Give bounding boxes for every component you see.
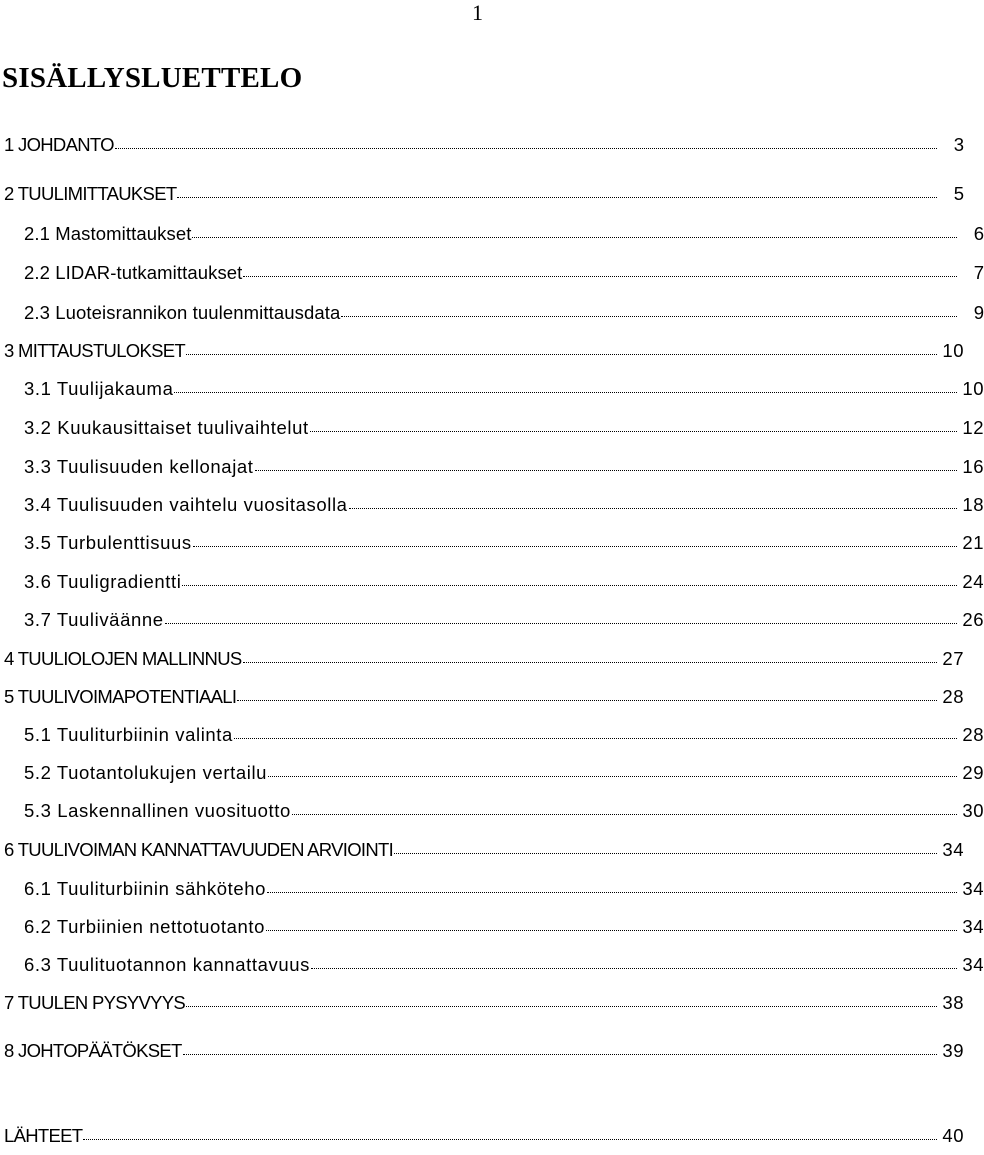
toc-entry-label: 3.5 Turbulenttisuus (24, 532, 192, 553)
dot-leader (177, 197, 937, 198)
toc-entry-johdanto[interactable] (0, 134, 964, 164)
toc-entry-mastomittaukset[interactable] (0, 223, 984, 253)
dot-leader (192, 237, 957, 238)
dot-leader (183, 1054, 937, 1055)
dot-leader (243, 662, 938, 663)
toc-entry-page: 40 (942, 1125, 964, 1146)
toc-entry-page: 6 (973, 223, 984, 244)
toc-entry-label: 6.2 Turbiinien nettotuotanto (24, 916, 266, 937)
toc-entry-johtopaatokset[interactable] (0, 1040, 964, 1070)
toc-entry-page: 28 (962, 724, 984, 745)
dot-leader (266, 930, 957, 931)
dot-leader (83, 1139, 937, 1140)
toc-entry-label: 3.3 Tuulisuuden kellonajat (24, 456, 254, 477)
toc-entry-lidar-tutkamittaukset[interactable] (0, 262, 984, 292)
toc-entry-label: 2.2 LIDAR-tutkamittaukset (24, 262, 243, 283)
toc-entry-label: 4 TUULIOLOJEN MALLINNUS (4, 648, 242, 669)
toc-entry-label: 1 JOHDANTO (4, 134, 114, 155)
toc-entry-kannattavuuden-arviointi[interactable] (0, 839, 964, 869)
toc-entry-tuulisuuden-vaihtelu[interactable] (0, 494, 984, 524)
toc-entry-label: 5.3 Laskennallinen vuosituotto (24, 800, 291, 821)
dot-leader (310, 431, 957, 432)
toc-entry-label: 3.4 Tuulisuuden vaihtelu vuositasolla (24, 494, 348, 515)
toc-entry-tuuliturbiinin-sahkoteho[interactable] (0, 878, 984, 908)
toc-entry-tuuliolojen-mallinnus[interactable] (0, 648, 964, 678)
toc-entry-page: 34 (962, 916, 984, 937)
toc-entry-label: 3.6 Tuuligradientti (24, 571, 182, 592)
toc-entry-tuuliturbiinin-valinta[interactable] (0, 724, 984, 754)
toc-entry-page: 3 (953, 134, 964, 155)
toc-entry-page: 38 (942, 992, 964, 1013)
toc-entry-turbulenttisuus[interactable] (0, 532, 984, 562)
toc-entry-tuulivaanne[interactable] (0, 609, 984, 639)
dot-leader (349, 508, 957, 509)
dot-leader (186, 354, 937, 355)
toc-entry-label: 3.7 Tuuliväänne (24, 609, 164, 630)
toc-entry-label: 2.1 Mastomittaukset (24, 223, 192, 244)
toc-entry-page: 18 (962, 494, 984, 515)
toc-entry-page: 34 (962, 954, 984, 975)
toc-entry-mittaustulokset[interactable] (0, 340, 964, 370)
toc-entry-label: 5.2 Tuotantolukujen vertailu (24, 762, 268, 783)
dot-leader (186, 1006, 937, 1007)
toc-entry-lahteet[interactable] (0, 1125, 964, 1155)
toc-entry-page: 10 (942, 340, 964, 361)
toc-entry-label: 2.3 Luoteisrannikon tuulenmittausdata (24, 302, 341, 323)
toc-entry-page: 28 (942, 686, 964, 707)
toc-entry-page: 12 (962, 417, 984, 438)
toc-entry-page: 30 (962, 800, 984, 821)
toc-entry-tuotantolukujen-vertailu[interactable] (0, 762, 984, 792)
toc-entry-label: 3.1 Tuulijakauma (24, 378, 174, 399)
toc-entry-label: 6.1 Tuuliturbiinin sähköteho (24, 878, 267, 899)
dot-leader (394, 853, 937, 854)
toc-entry-page: 26 (962, 609, 984, 630)
toc-entry-label: LÄHTEET (4, 1125, 83, 1146)
dot-leader (115, 148, 937, 149)
dot-leader (193, 546, 957, 547)
dot-leader (237, 700, 937, 701)
dot-leader (292, 814, 957, 815)
dot-leader (267, 892, 957, 893)
dot-leader (182, 585, 957, 586)
toc-entry-label: 3.2 Kuukausittaiset tuulivaihtelut (24, 417, 309, 438)
page-number: 1 (472, 0, 483, 25)
toc-entry-tuuligradientti[interactable] (0, 571, 984, 601)
toc-entry-tuulimittaukset[interactable] (0, 183, 964, 213)
dot-leader (268, 776, 957, 777)
toc-entry-page: 34 (942, 839, 964, 860)
toc-entry-tuulituotannon-kannattavuus[interactable] (0, 954, 984, 984)
toc-entry-turbiinien-nettotuotanto[interactable] (0, 916, 984, 946)
toc-entry-page: 24 (962, 571, 984, 592)
dot-leader (243, 276, 957, 277)
toc-entry-tuulijakauma[interactable] (0, 378, 984, 408)
toc-entry-page: 29 (962, 762, 984, 783)
dot-leader (311, 968, 957, 969)
toc-entry-tuulisuuden-kellonajat[interactable] (0, 456, 984, 486)
toc-entry-luoteisrannikon-data[interactable] (0, 302, 984, 332)
toc-entry-laskennallinen-vuosituotto[interactable] (0, 800, 984, 830)
toc-entry-label: 5 TUULIVOIMAPOTENTIAALI (4, 686, 237, 707)
toc-entry-page: 5 (953, 183, 964, 204)
toc-entry-tuulivoimapotentiaali[interactable] (0, 686, 964, 716)
toc-entry-page: 27 (942, 648, 964, 669)
toc-title: SISÄLLYSLUETTELO (2, 62, 303, 94)
toc-entry-page: 9 (973, 302, 984, 323)
dot-leader (234, 738, 957, 739)
toc-entry-page: 7 (973, 262, 984, 283)
dot-leader (165, 623, 957, 624)
toc-entry-page: 39 (942, 1040, 964, 1061)
toc-entry-label: 6.3 Tuulituotannon kannattavuus (24, 954, 311, 975)
toc-entry-label: 7 TUULEN PYSYVYYS (4, 992, 186, 1013)
toc-entry-label: 6 TUULIVOIMAN KANNATTAVUUDEN ARVIOINTI (4, 839, 394, 860)
toc-entry-page: 16 (962, 456, 984, 477)
toc-entry-label: 3 MITTAUSTULOKSET (4, 340, 186, 361)
toc-entry-label: 2 TUULIMITTAUKSET (4, 183, 177, 204)
toc-entry-kuukausittaiset-tuulivaihtelut[interactable] (0, 417, 984, 447)
toc-entry-tuulen-pysyvyys[interactable] (0, 992, 964, 1022)
dot-leader (174, 392, 957, 393)
toc-entry-page: 34 (962, 878, 984, 899)
dot-leader (255, 470, 957, 471)
toc-entry-label: 8 JOHTOPÄÄTÖKSET (4, 1040, 182, 1061)
toc-entry-page: 21 (962, 532, 984, 553)
toc-entry-label: 5.1 Tuuliturbiinin valinta (24, 724, 233, 745)
toc-entry-page: 10 (962, 378, 984, 399)
dot-leader (341, 316, 957, 317)
